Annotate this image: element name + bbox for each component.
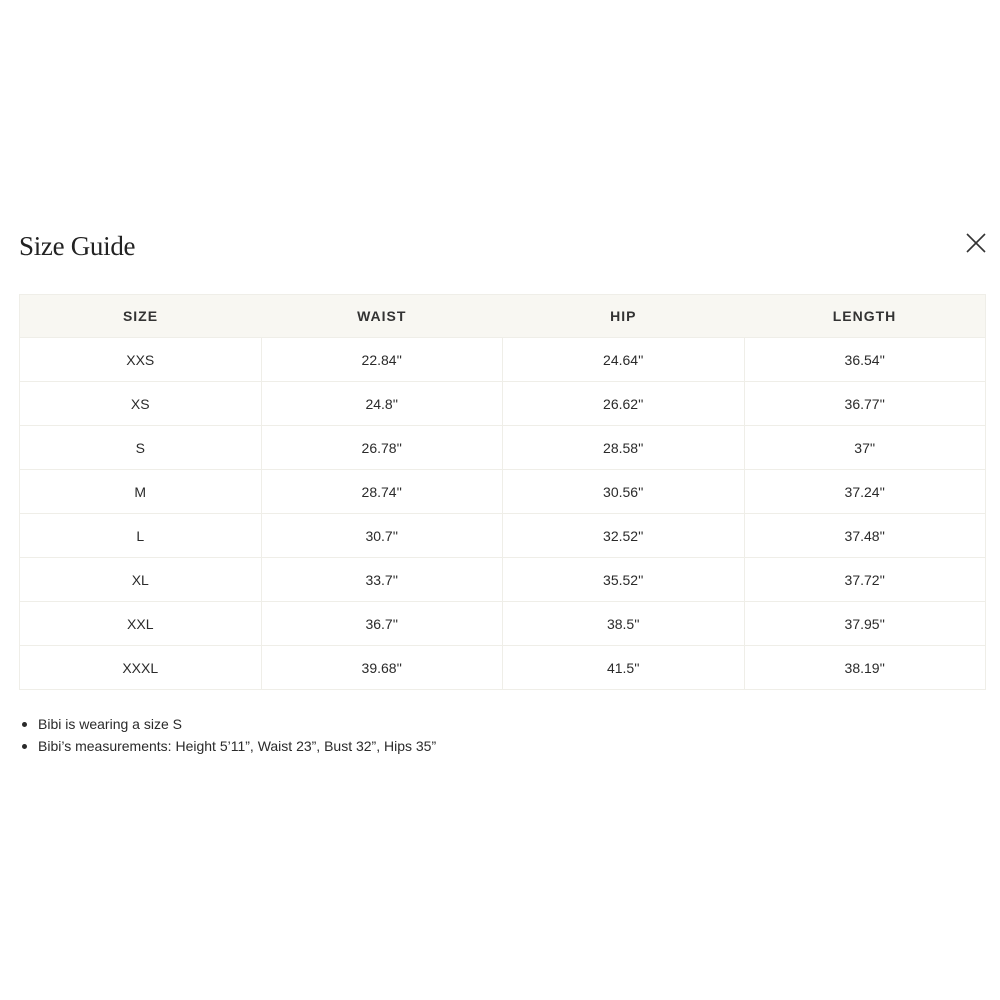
list-item bbox=[19, 713, 436, 735]
close-icon bbox=[965, 232, 987, 254]
close-button[interactable] bbox=[965, 232, 987, 254]
cell-length: 37'' bbox=[744, 426, 986, 470]
table-row bbox=[20, 338, 986, 382]
cell-size: S bbox=[20, 426, 262, 470]
table-row bbox=[20, 514, 986, 558]
cell-size: XS bbox=[20, 382, 262, 426]
table-row bbox=[20, 558, 986, 602]
cell-waist: 36.7'' bbox=[261, 602, 503, 646]
cell-waist: 30.7'' bbox=[261, 514, 503, 558]
table-row bbox=[20, 382, 986, 426]
table-row bbox=[20, 426, 986, 470]
cell-hip: 32.52'' bbox=[503, 514, 745, 558]
cell-waist: 33.7'' bbox=[261, 558, 503, 602]
cell-size: L bbox=[20, 514, 262, 558]
cell-size: XXS bbox=[20, 338, 262, 382]
cell-size: XXXL bbox=[20, 646, 262, 690]
cell-waist: 22.84'' bbox=[261, 338, 503, 382]
cell-waist: 26.78'' bbox=[261, 426, 503, 470]
cell-length: 37.72'' bbox=[744, 558, 986, 602]
note-text: Bibi is wearing a size S bbox=[38, 716, 182, 732]
cell-waist: 24.8'' bbox=[261, 382, 503, 426]
cell-hip: 26.62'' bbox=[503, 382, 745, 426]
bullet-icon bbox=[22, 722, 27, 727]
size-table bbox=[19, 294, 986, 690]
model-notes-list bbox=[19, 713, 436, 757]
cell-hip: 30.56'' bbox=[503, 470, 745, 514]
table-header-row bbox=[20, 295, 986, 338]
cell-waist: 39.68'' bbox=[261, 646, 503, 690]
cell-hip: 35.52'' bbox=[503, 558, 745, 602]
cell-size: XXL bbox=[20, 602, 262, 646]
cell-length: 37.95'' bbox=[744, 602, 986, 646]
modal-title: Size Guide bbox=[19, 231, 136, 261]
cell-hip: 38.5'' bbox=[503, 602, 745, 646]
cell-hip: 24.64'' bbox=[503, 338, 745, 382]
cell-length: 38.19'' bbox=[744, 646, 986, 690]
cell-hip: 28.58'' bbox=[503, 426, 745, 470]
header-size: SIZE bbox=[20, 295, 262, 338]
header-length: LENGTH bbox=[744, 295, 986, 338]
cell-length: 36.54'' bbox=[744, 338, 986, 382]
table-row bbox=[20, 470, 986, 514]
bullet-icon bbox=[22, 744, 27, 749]
cell-size: M bbox=[20, 470, 262, 514]
note-text: Bibi’s measurements: Height 5’11”, Waist 23”, Bust 32”, Hips 35” bbox=[38, 738, 437, 754]
table-row bbox=[20, 646, 986, 690]
header-waist: WAIST bbox=[261, 295, 503, 338]
cell-hip: 41.5'' bbox=[503, 646, 745, 690]
table-row bbox=[20, 602, 986, 646]
header-hip: HIP bbox=[503, 295, 745, 338]
cell-length: 37.24'' bbox=[744, 470, 986, 514]
cell-waist: 28.74'' bbox=[261, 470, 503, 514]
cell-length: 36.77'' bbox=[744, 382, 986, 426]
list-item bbox=[19, 735, 436, 757]
cell-size: XL bbox=[20, 558, 262, 602]
cell-length: 37.48'' bbox=[744, 514, 986, 558]
